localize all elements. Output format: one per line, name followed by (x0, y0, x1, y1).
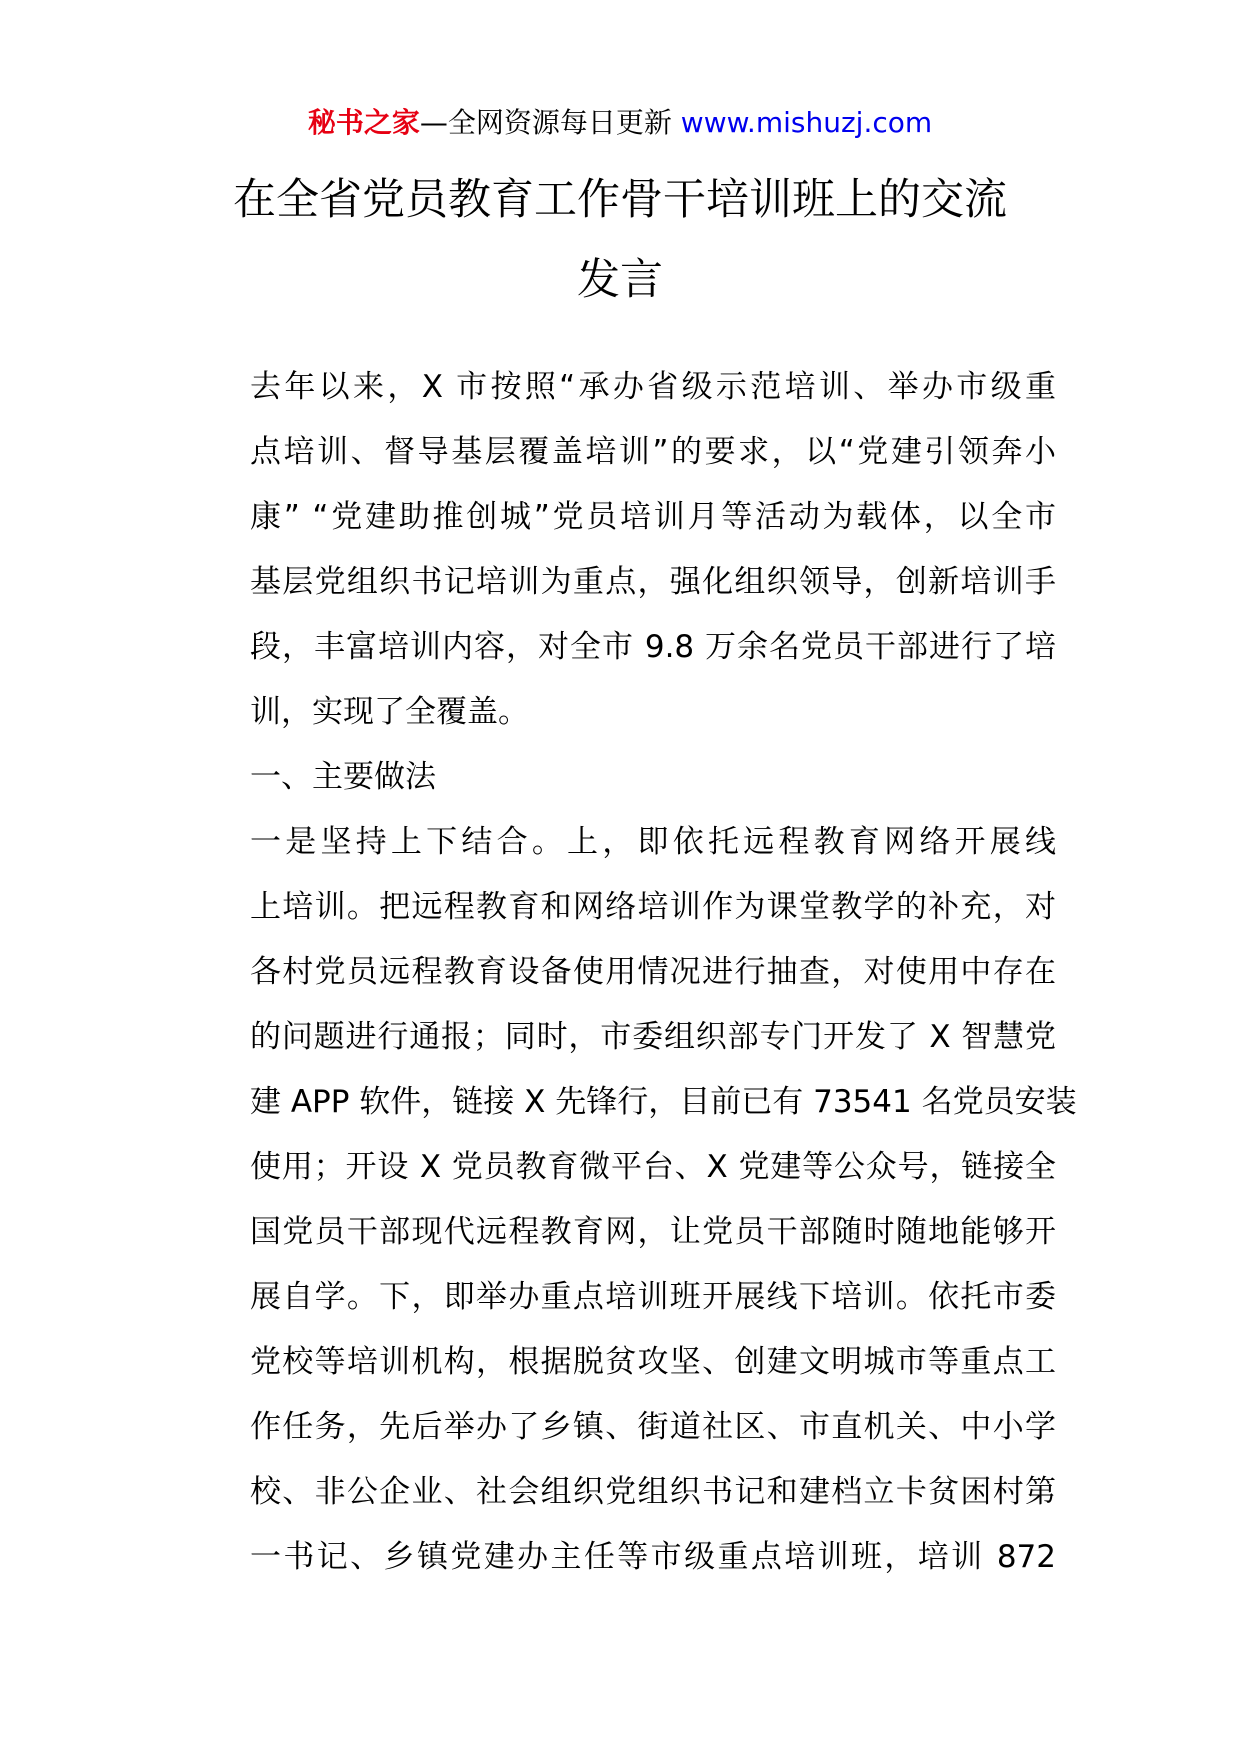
text-line: 使用；开设 X 党员教育微平台、X 党建等公众号，链接全 (250, 1149, 1056, 1185)
document-body (188, 355, 1077, 1590)
text-line: 各村党员远程教育设备使用情况进行抽查，对使用中存在 (250, 954, 1056, 990)
text-line: 校、非公企业、社会组织党组织书记和建档立卡贫困村第 (250, 1474, 1056, 1510)
text-line: 党校等培训机构，根据脱贫攻坚、创建文明城市等重点工 (250, 1344, 1056, 1380)
site-url-link[interactable]: www.mishuzj.com (680, 106, 933, 139)
text-line: 作任务，先后举办了乡镇、街道社区、市直机关、中小学 (250, 1409, 1056, 1445)
text-line: 训，实现了全覆盖。 (250, 694, 529, 730)
text-line: 的问题进行通报；同时，市委组织部专门开发了 X 智慧党 (250, 1019, 1056, 1055)
site-brand: 秘书之家 (307, 106, 420, 139)
text-line: 上培训。把远程教育和网络培训作为课堂教学的补充，对 (250, 889, 1056, 925)
text-line: 一书记、乡镇党建办主任等市级重点培训班，培训 872 (250, 1539, 1056, 1575)
text-line: 建 APP 软件，链接 X 先锋行，目前已有 73541 名党员安装 (250, 1084, 1077, 1120)
text-line: 点培训、督导基层覆盖培训”的要求，以“党建引领奔小 (250, 434, 1056, 470)
section-heading (188, 745, 1056, 810)
section-heading-text: 一、主要做法 (250, 759, 436, 795)
text-line: 一是坚持上下结合。上，即依托远程教育网络开展线 (250, 824, 1056, 860)
text-line: 国党员干部现代远程教育网，让党员干部随时随地能够开 (250, 1214, 1056, 1250)
paragraph-intro (188, 355, 1056, 745)
site-header (0, 103, 1240, 143)
document-title-line: 在全省党员教育工作骨干培训班上的交流 (233, 175, 1007, 225)
text-line: 展自学。下，即举办重点培训班开展线下培训。依托市委 (250, 1279, 1056, 1315)
text-line: 基层党组织书记培训为重点，强化组织领导，创新培训手 (250, 564, 1056, 600)
document-title (150, 160, 1090, 320)
site-slogan: —全网资源每日更新 (419, 106, 672, 139)
text-line: 康” “党建助推创城”党员培训月等活动为载体，以全市 (250, 499, 1056, 535)
text-line: 段，丰富培训内容，对全市 9.8 万余名党员干部进行了培 (250, 629, 1056, 665)
text-line: 去年以来，X 市按照“承办省级示范培训、举办市级重 (250, 369, 1056, 405)
paragraph-main-method-1 (188, 810, 1077, 1590)
document-title-line: 发言 (577, 255, 663, 305)
